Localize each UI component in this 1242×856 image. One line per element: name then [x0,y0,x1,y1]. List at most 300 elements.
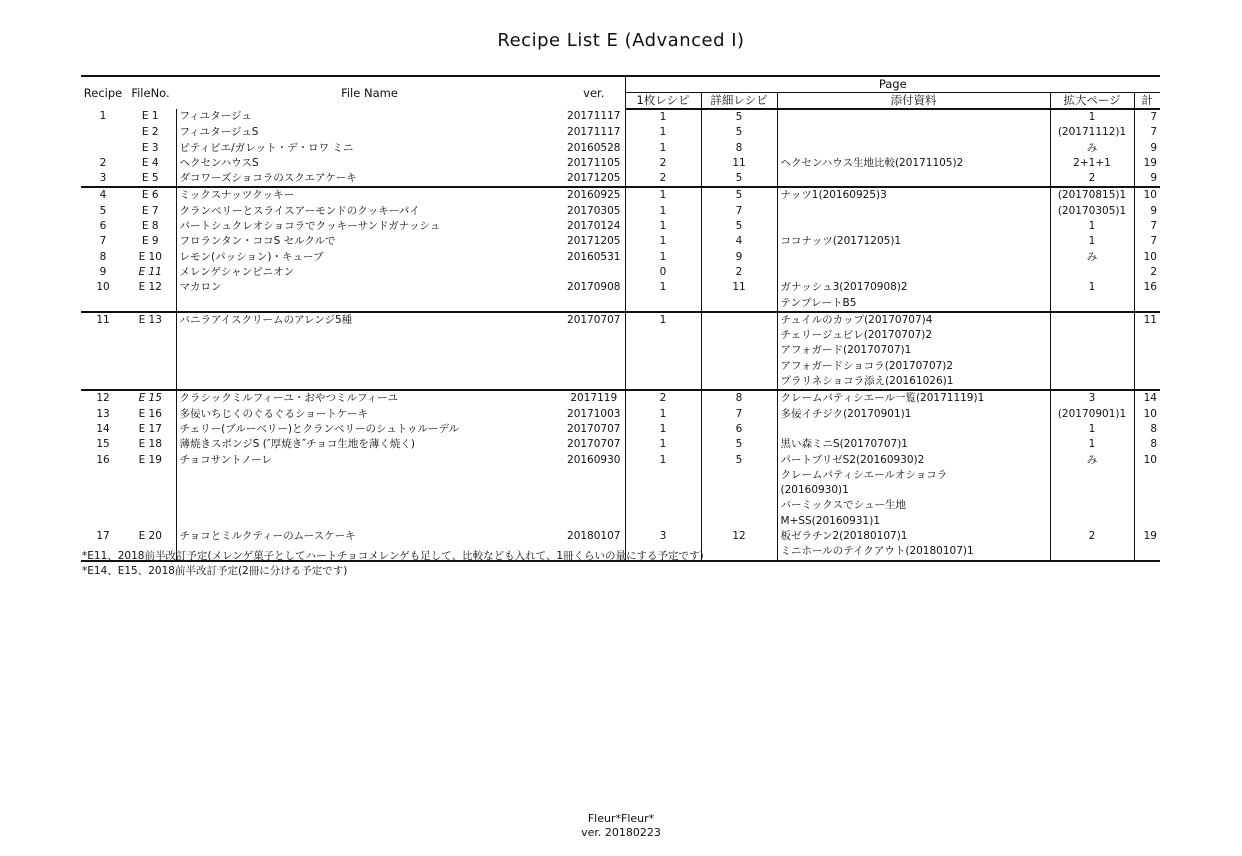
cell-attachment: アフォガード(20170707)1 [777,343,1050,358]
cell-version [563,265,625,280]
cell-extended-pages: 1 [1050,280,1134,295]
cell-one-sheet-pages: 1 [625,109,701,125]
cell-version: 20171205 [567,172,621,185]
footer [0,812,1242,840]
cell-attachment [777,109,1050,125]
cell-extended-pages: (20170305)1 [1050,204,1134,219]
cell-detail-pages: 5 [701,109,777,125]
cell-total-pages: 10 [1134,407,1160,422]
cell-file-no [125,359,176,374]
header-filename: File Name [176,76,563,109]
table-row [81,529,1160,544]
cell-recipe: 12 [81,390,125,406]
cell-total-pages: 7 [1134,125,1160,140]
cell-total-pages: 10 [1134,187,1160,203]
table-row [81,219,1160,234]
cell-extended-pages [1050,468,1134,483]
cell-one-sheet-pages: 1 [625,234,701,249]
cell-file-name: 多佞いちじくのぐるぐるショートケーキ [176,407,563,422]
cell-extended-pages: み [1050,141,1134,156]
cell-detail-pages [701,498,777,513]
cell-total-pages [1134,498,1160,513]
cell-file-no [125,468,176,483]
cell-extended-pages: 1 [1050,234,1134,249]
cell-version [563,328,625,343]
cell-extended-pages: み [1050,250,1134,265]
cell-recipe [81,498,125,513]
header-attachment: 添付資料 [777,93,1050,110]
cell-file-name: クラシックミルフィーユ・おやつミルフィーユ [176,390,563,406]
cell-one-sheet-pages: 1 [625,422,701,437]
table-row [81,453,1160,468]
cell-total-pages [1134,328,1160,343]
cell-attachment [777,219,1050,234]
header-ver: ver. [563,76,625,109]
recipe-table-body [81,109,1160,561]
cell-file-name: フィユタージュ [176,109,563,125]
cell-recipe [81,141,125,156]
cell-version: 20171105 [567,156,621,169]
cell-detail-pages [701,483,777,498]
cell-version: 2017119 [563,390,625,406]
cell-one-sheet-pages [625,343,701,358]
cell-total-pages: 8 [1134,437,1160,452]
cell-one-sheet-pages [625,468,701,483]
cell-recipe: 15 [96,438,110,451]
cell-recipe [81,343,125,358]
cell-file-name: チェリー(ブルーベリー)とクランベリーのシュトゥルーデル [176,422,563,437]
table-row [81,141,1160,156]
cell-file-name: パートシュクレオショコラでクッキーサンドガナッシュ [176,219,563,234]
cell-file-name: チョコとミルクティーのムースケーキ [176,529,563,544]
cell-total-pages: 19 [1134,156,1160,171]
cell-total-pages: 10 [1134,250,1160,265]
cell-detail-pages: 7 [701,204,777,219]
cell-total-pages [1134,468,1160,483]
cell-attachment [777,250,1050,265]
cell-total-pages: 19 [1134,529,1160,544]
table-row [81,343,1160,358]
cell-attachment: ミニホールのテイクアウト(20180107)1 [777,544,1050,560]
cell-attachment: M+SS(20160931)1 [777,514,1050,529]
cell-detail-pages: 6 [701,422,777,437]
cell-attachment: アフォガードショコラ(20170707)2 [777,359,1050,374]
cell-file-no: E 4 [141,156,159,169]
cell-extended-pages: (20170815)1 [1050,187,1134,203]
cell-recipe: 3 [99,172,107,185]
cell-version [563,498,625,513]
cell-recipe [81,468,125,483]
cell-attachment [777,171,1050,187]
cell-version [563,468,625,483]
cell-recipe: 10 [96,281,110,294]
cell-attachment [777,141,1050,156]
cell-detail-pages: 8 [701,141,777,156]
cell-file-name: バニラアイスクリームのアレンジ5種 [176,312,563,328]
cell-file-no: E 18 [138,438,162,451]
cell-total-pages: 7 [1134,219,1160,234]
cell-file-no: E 11 [138,265,162,278]
cell-extended-pages: 2+1+1 [1050,156,1134,171]
cell-attachment: バーミックスでシュー生地 [777,498,1050,513]
table-row [81,234,1160,249]
cell-file-no: E 1 [141,110,159,122]
cell-file-name [176,468,563,483]
table-row [81,250,1160,265]
cell-total-pages [1134,343,1160,358]
cell-version [563,514,625,529]
cell-one-sheet-pages: 1 [625,250,701,265]
cell-file-name: レモン(パッション)・キューブ [176,250,563,265]
cell-version: 20171117 [567,126,621,139]
cell-file-no: E 16 [138,407,162,420]
cell-recipe [81,359,125,374]
cell-file-name [176,483,563,498]
cell-attachment: ココナッツ(20171205)1 [777,234,1050,249]
cell-attachment: プラリネショコラ添え(20161026)1 [777,374,1050,390]
cell-version: 20170305 [567,204,621,217]
cell-version [563,374,625,390]
cell-recipe [81,483,125,498]
cell-one-sheet-pages: 1 [625,204,701,219]
cell-file-name: メレンゲシャンピニオン [176,265,563,280]
cell-total-pages [1134,359,1160,374]
cell-recipe: 17 [96,530,110,543]
cell-one-sheet-pages: 0 [625,265,701,280]
cell-file-no: E 3 [141,141,159,154]
cell-file-name: ヘクセンハウスS [176,156,563,171]
cell-extended-pages [1050,514,1134,529]
cell-total-pages [1134,483,1160,498]
cell-extended-pages: (20171112)1 [1050,125,1134,140]
cell-file-no [125,514,176,529]
cell-detail-pages: 5 [701,171,777,187]
cell-extended-pages: (20170901)1 [1050,407,1134,422]
table-row [81,359,1160,374]
cell-attachment [777,204,1050,219]
note-line: *E11、2018前半改訂予定(メレンゲ菓子としてハートチョコメレンゲも足して、比較なども入れて、1冊くらいの量にする予定です) [82,550,704,562]
cell-attachment: ヘクセンハウス生地比較(20171105)2 [777,156,1050,171]
cell-attachment: 多佞イチジク(20170901)1 [777,407,1050,422]
cell-one-sheet-pages [625,296,701,312]
cell-file-no [125,343,176,358]
cell-extended-pages [1050,312,1134,328]
cell-total-pages: 14 [1134,390,1160,406]
table-row [81,390,1160,406]
table-row [81,374,1160,390]
cell-detail-pages [701,328,777,343]
cell-recipe: 5 [99,204,107,217]
table-row [81,514,1160,529]
cell-total-pages: 9 [1134,171,1160,187]
cell-recipe: 2 [99,156,107,169]
cell-file-no: E 8 [141,220,159,233]
cell-recipe [81,514,125,529]
cell-attachment: 黒い森ミニS(20170707)1 [777,437,1050,452]
cell-detail-pages [701,359,777,374]
cell-one-sheet-pages [625,328,701,343]
cell-detail-pages: 2 [701,265,777,280]
table-row [81,109,1160,125]
cell-file-name: フロランタン・ココS セルクルで [176,234,563,249]
cell-detail-pages: 5 [701,219,777,234]
cell-version: 20170908 [567,281,621,294]
cell-one-sheet-pages: 2 [625,156,701,171]
cell-one-sheet-pages [625,498,701,513]
cell-file-no: E 17 [138,422,162,435]
cell-file-name [176,296,563,312]
cell-total-pages: 2 [1134,265,1160,280]
cell-detail-pages [701,544,777,560]
cell-total-pages [1134,544,1160,560]
cell-file-no: E 13 [125,312,176,328]
cell-total-pages: 7 [1134,109,1160,125]
cell-file-name: クランベリーとスライスアーモンドのクッキーパイ [176,204,563,219]
header-detail: 詳細レシピ [701,93,777,110]
cell-detail-pages: 9 [701,250,777,265]
cell-detail-pages [701,312,777,328]
cell-one-sheet-pages: 2 [625,390,701,406]
cell-file-name: ピティビエ/ガレット・デ・ロワ ミニ [176,141,563,156]
cell-file-name [176,343,563,358]
cell-one-sheet-pages: 1 [625,407,701,422]
cell-version: 20170707 [567,422,621,435]
table-row [81,296,1160,312]
cell-file-no: E 20 [138,530,162,543]
cell-extended-pages [1050,359,1134,374]
table-row [81,280,1160,295]
cell-file-no: E 10 [138,250,162,263]
cell-recipe: 7 [99,235,107,248]
cell-file-name [176,498,563,513]
cell-detail-pages: 5 [701,453,777,468]
cell-extended-pages [1050,544,1134,560]
cell-file-name: フィユタージュS [176,125,563,140]
cell-one-sheet-pages: 1 [625,437,701,452]
cell-detail-pages: 8 [701,390,777,406]
cell-detail-pages [701,296,777,312]
cell-attachment: チェリージュビレ(20170707)2 [777,328,1050,343]
cell-version: 20170124 [567,220,621,233]
cell-file-no: E 5 [141,172,159,185]
cell-extended-pages: み [1050,453,1134,468]
cell-recipe: 1 [99,110,107,122]
cell-extended-pages: 2 [1050,171,1134,187]
cell-total-pages: 10 [1134,453,1160,468]
cell-total-pages: 7 [1134,234,1160,249]
cell-recipe [81,328,125,343]
cell-file-name [176,514,563,529]
cell-extended-pages [1050,296,1134,312]
cell-file-no [125,483,176,498]
cell-attachment: ガナッシュ3(20170908)2 [777,280,1050,295]
cell-file-no: E 7 [141,204,159,217]
cell-one-sheet-pages: 1 [625,312,701,328]
cell-version: 20171205 [567,235,621,248]
cell-total-pages [1134,296,1160,312]
cell-one-sheet-pages [625,514,701,529]
cell-version [563,483,625,498]
cell-extended-pages [1050,374,1134,390]
cell-attachment [777,125,1050,140]
cell-version: 20160925 [563,187,625,203]
table-row [81,407,1160,422]
cell-one-sheet-pages: 1 [625,219,701,234]
table-row [81,312,1160,328]
cell-file-name: マカロン [176,280,563,295]
cell-one-sheet-pages: 1 [625,141,701,156]
cell-total-pages: 16 [1134,280,1160,295]
cell-version [563,343,625,358]
cell-detail-pages: 12 [701,529,777,544]
cell-recipe: 9 [99,265,107,278]
table-row [81,125,1160,140]
cell-total-pages: 9 [1134,204,1160,219]
cell-total-pages [1134,374,1160,390]
table-row [81,422,1160,437]
cell-total-pages: 8 [1134,422,1160,437]
page-title: Recipe List E (Advanced I) [497,30,745,51]
cell-one-sheet-pages: 1 [625,453,701,468]
cell-file-no: E 9 [141,235,159,248]
cell-detail-pages [701,374,777,390]
cell-file-name: 薄焼きスポンジS (″厚焼き″チョコ生地を薄く焼く) [176,437,563,452]
cell-recipe: 16 [96,453,110,466]
cell-file-no: E 12 [138,281,162,294]
cell-version: 20170707 [567,438,621,451]
cell-version: 20160528 [567,141,621,154]
table-row [81,468,1160,483]
cell-version: 20160930 [567,453,621,466]
cell-file-no: E 15 [125,390,176,406]
cell-detail-pages [701,343,777,358]
cell-file-name [176,374,563,390]
cell-extended-pages [1050,498,1134,513]
cell-one-sheet-pages: 1 [625,187,701,203]
table-row [81,171,1160,187]
cell-detail-pages: 5 [701,437,777,452]
cell-recipe [81,296,125,312]
cell-version: 20170707 [563,312,625,328]
cell-detail-pages: 4 [701,234,777,249]
header-page: Page [625,76,1160,93]
cell-extended-pages [1050,328,1134,343]
cell-version [563,296,625,312]
table-row [81,187,1160,203]
table-row [81,437,1160,452]
cell-extended-pages: 1 [1050,437,1134,452]
footer-version: ver. 20180223 [581,826,661,839]
header-total: 計 [1134,93,1160,110]
cell-detail-pages: 5 [701,187,777,203]
recipe-table [81,75,1160,562]
cell-extended-pages: 1 [1050,109,1134,125]
cell-attachment: (20160930)1 [777,483,1050,498]
cell-attachment: ナッツ1(20160925)3 [777,187,1050,203]
header-fileno: FileNo. [125,76,176,109]
cell-attachment: クレームパティシエールオショコラ [777,468,1050,483]
cell-detail-pages: 5 [701,125,777,140]
cell-one-sheet-pages [625,483,701,498]
cell-version: 20171003 [567,407,621,420]
cell-total-pages [1134,514,1160,529]
cell-one-sheet-pages: 3 [625,529,701,544]
cell-file-no: E 19 [138,453,162,466]
cell-file-name [176,359,563,374]
note-line: *E14、E15、2018前半改訂予定(2冊に分ける予定です) [82,565,348,577]
cell-attachment [777,265,1050,280]
cell-extended-pages [1050,483,1134,498]
cell-attachment: パートブリゼS2(20160930)2 [777,453,1050,468]
cell-one-sheet-pages: 1 [625,280,701,295]
cell-detail-pages: 7 [701,407,777,422]
header-extended: 拡大ページ [1050,93,1134,110]
cell-file-no [125,296,176,312]
cell-detail-pages: 11 [701,156,777,171]
table-row [81,498,1160,513]
cell-attachment: チュイルのカップ(20170707)4 [777,312,1050,328]
cell-recipe: 4 [81,187,125,203]
cell-recipe: 11 [81,312,125,328]
cell-file-name: ダコワーズショコラのスクエアケーキ [176,171,563,187]
cell-detail-pages: 11 [701,280,777,295]
notes [82,549,704,579]
cell-one-sheet-pages [625,359,701,374]
cell-recipe: 13 [96,407,110,420]
cell-version: 20180107 [567,530,621,543]
cell-recipe: 6 [99,220,107,233]
table-row [81,328,1160,343]
cell-attachment: 板ゼラチン2(20180107)1 [777,529,1050,544]
cell-extended-pages [1050,265,1134,280]
cell-recipe: 8 [99,250,107,263]
cell-extended-pages: 2 [1050,529,1134,544]
cell-extended-pages: 3 [1050,390,1134,406]
cell-extended-pages [1050,343,1134,358]
cell-detail-pages [701,514,777,529]
cell-extended-pages: 1 [1050,422,1134,437]
cell-file-name [176,328,563,343]
cell-attachment: クレームパティシエール一覧(20171119)1 [777,390,1050,406]
header-recipe: Recipe [81,76,125,109]
cell-version [563,359,625,374]
cell-version: 20171117 [567,110,621,122]
cell-version: 20160531 [567,250,621,263]
cell-file-no: E 6 [125,187,176,203]
cell-file-name: ミックスナッツクッキー [176,187,563,203]
footer-brand: Fleur*Fleur* [587,812,655,825]
cell-extended-pages: 1 [1050,219,1134,234]
cell-file-no [125,374,176,390]
cell-attachment: テンプレートB5 [777,296,1050,312]
cell-one-sheet-pages: 2 [625,171,701,187]
cell-one-sheet-pages [625,374,701,390]
header-one-sheet: 1枚レシピ [625,93,701,110]
cell-total-pages: 9 [1134,141,1160,156]
table-row [81,156,1160,171]
cell-recipe [81,374,125,390]
cell-one-sheet-pages: 1 [625,125,701,140]
cell-file-name: チョコサントノーレ [176,453,563,468]
table-row [81,265,1160,280]
table-row [81,204,1160,219]
cell-file-no: E 2 [141,126,159,139]
cell-file-no [125,498,176,513]
cell-detail-pages [701,468,777,483]
cell-attachment [777,422,1050,437]
cell-recipe [81,125,125,140]
cell-total-pages: 11 [1134,312,1160,328]
